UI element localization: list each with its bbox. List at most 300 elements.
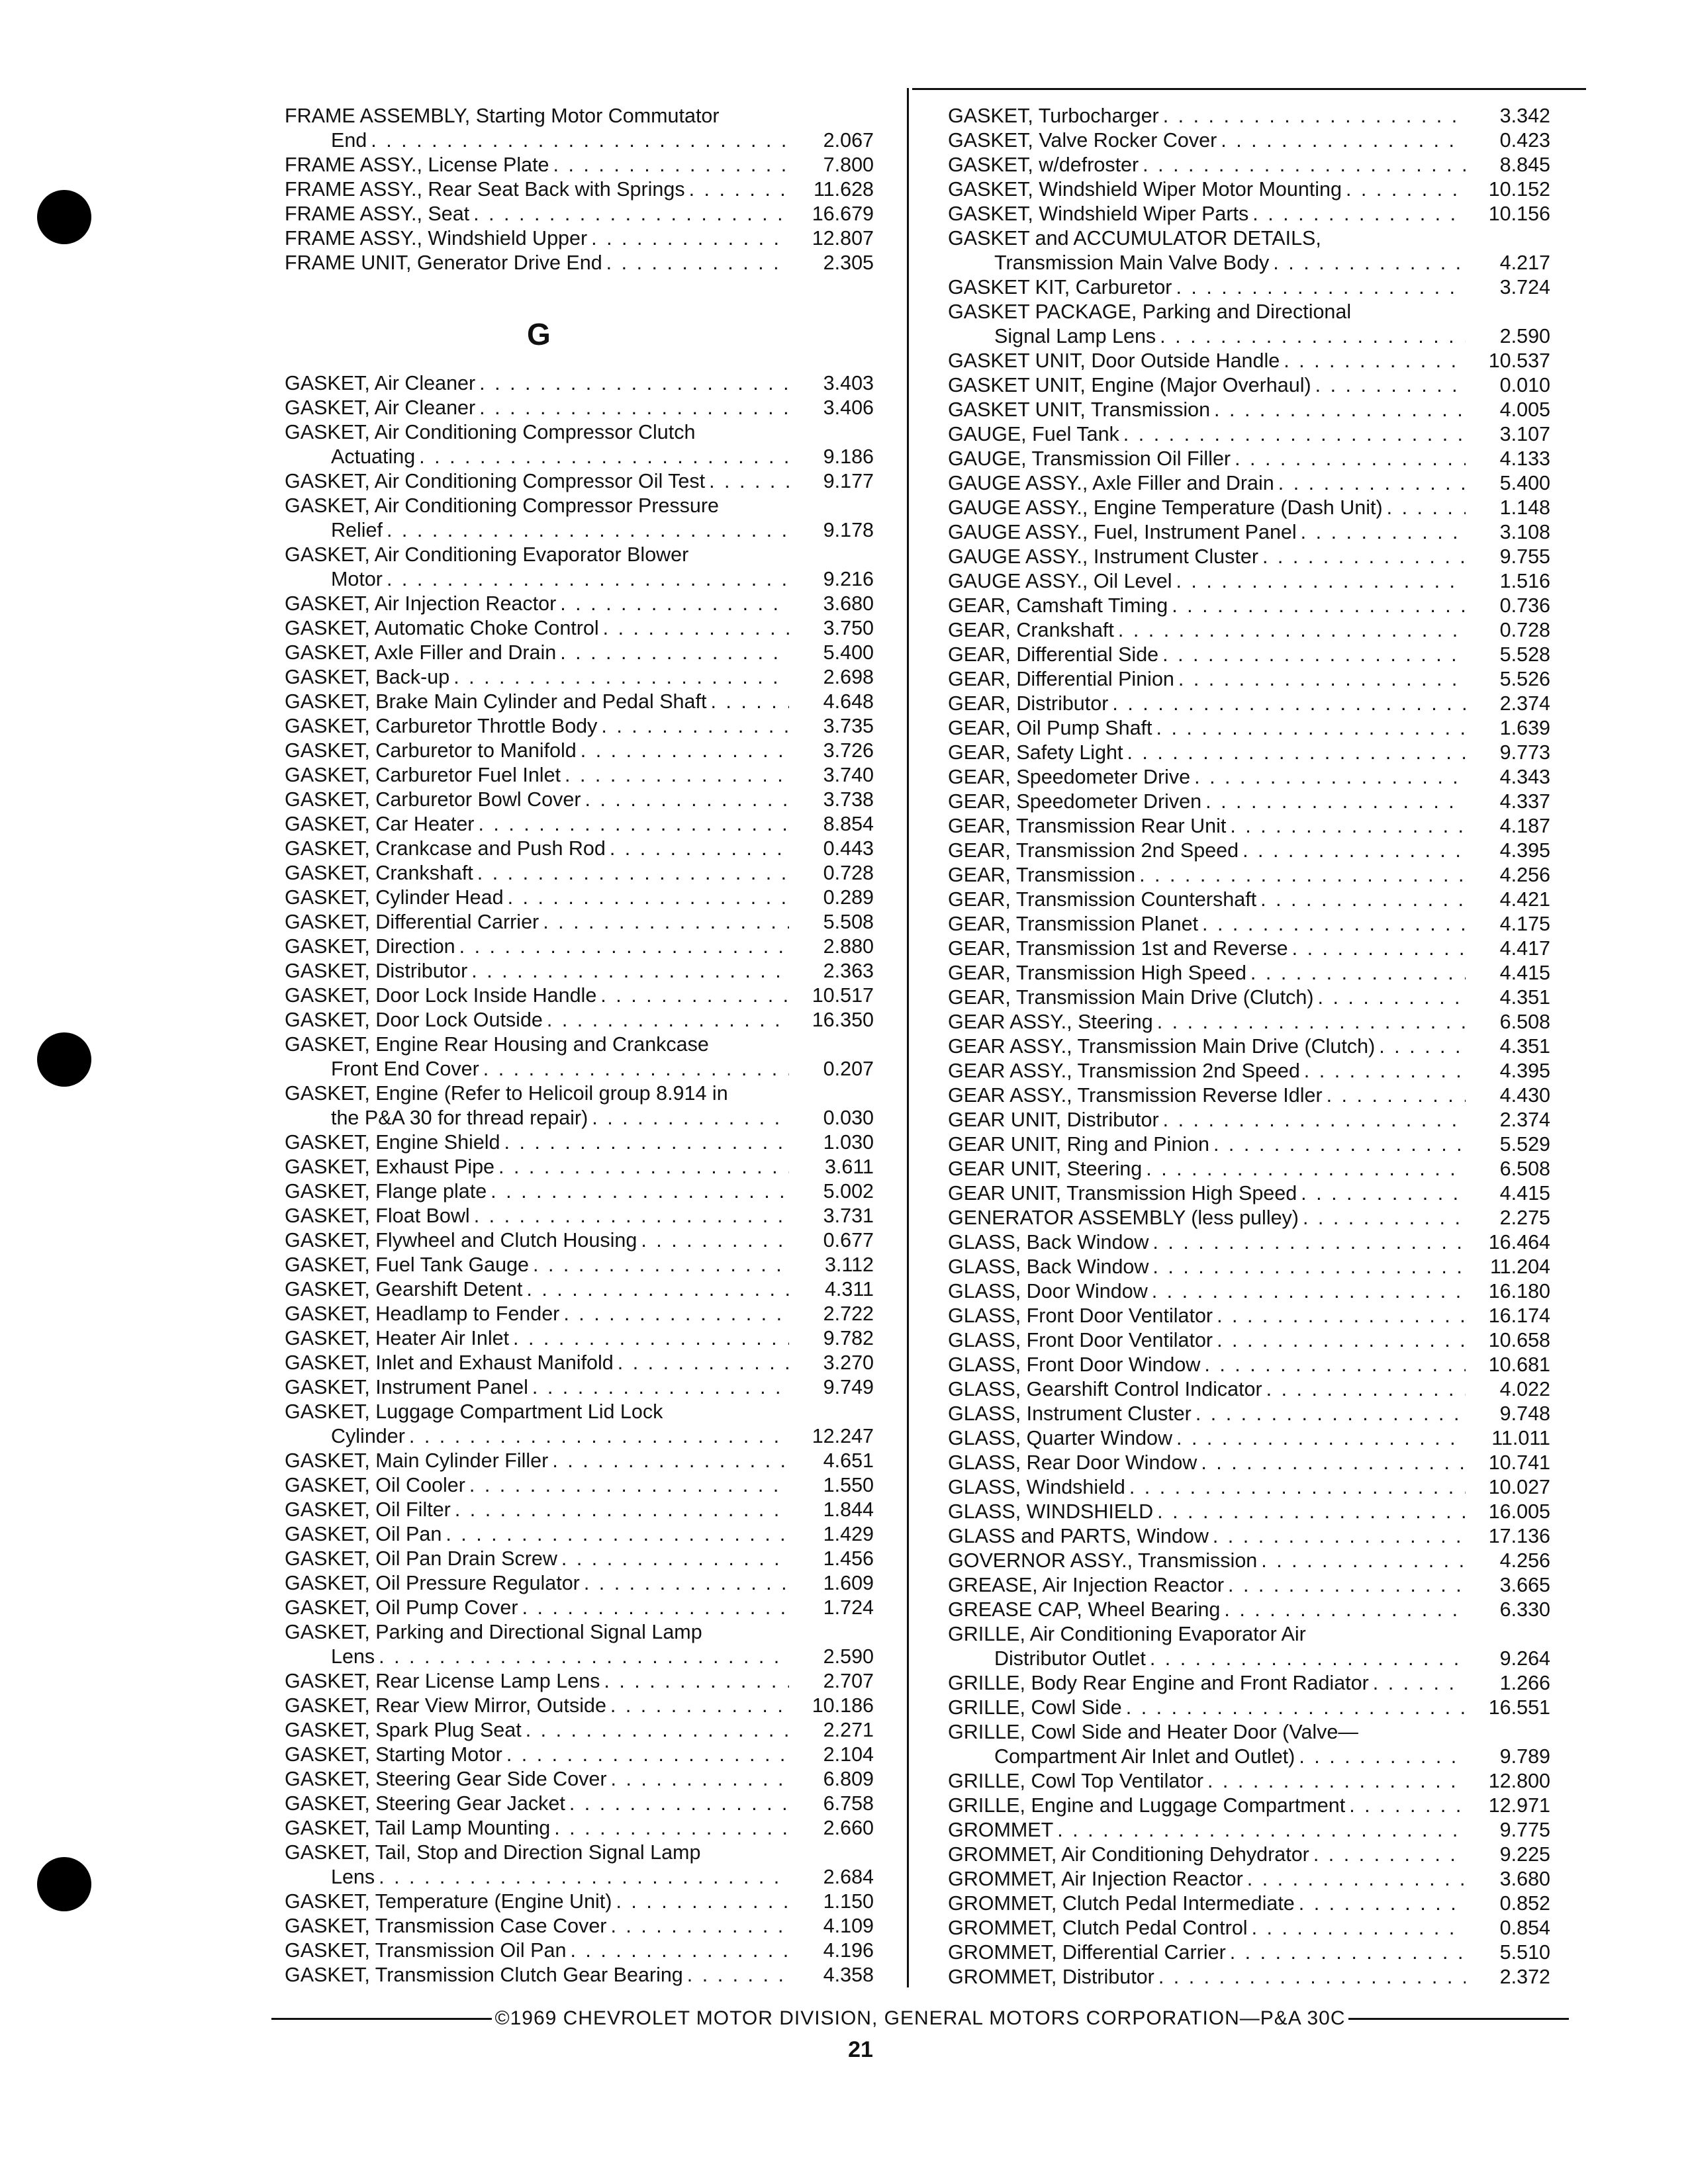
index-entry: [948, 1426, 1550, 1451]
leader-dots: [1057, 1818, 1466, 1843]
index-entry: [948, 936, 1550, 961]
index-entry: [948, 496, 1550, 520]
leader-dots: [1318, 985, 1466, 1010]
group-number: 3.108: [1499, 521, 1550, 543]
index-entry: [948, 1402, 1550, 1426]
entry-text: FRAME ASSY., Seat: [285, 203, 470, 225]
column-divider: [907, 88, 909, 1987]
index-entry: [285, 1841, 874, 1865]
index-entry: [285, 1596, 874, 1620]
index-entry: [948, 1500, 1550, 1524]
group-number: 4.351: [1499, 1035, 1550, 1058]
leader-dots: [1157, 1500, 1466, 1524]
entry-text: GLASS, Quarter Window: [948, 1427, 1173, 1449]
leader-dots: [469, 1473, 789, 1498]
group-number: 3.112: [824, 1253, 874, 1276]
entry-text: FRAME ASSY., Rear Seat Back with Springs: [285, 178, 685, 201]
index-entry: [948, 226, 1550, 251]
index-entry: [948, 1108, 1550, 1132]
index-entry: [285, 153, 874, 177]
leader-dots: [1152, 1255, 1466, 1279]
index-entry: [285, 1914, 874, 1938]
group-number: 3.750: [823, 617, 874, 639]
punch-hole-bottom: [37, 1857, 91, 1911]
leader-dots: [1224, 1598, 1466, 1622]
entry-text: GASKET, Parking and Directional Signal Lamp: [285, 1621, 702, 1643]
entry-text: GEAR, Differential Pinion: [948, 668, 1174, 690]
index-entry: [948, 887, 1550, 912]
index-entry: [285, 469, 874, 494]
leader-dots: [687, 1963, 789, 1987]
index-entry: [948, 153, 1550, 177]
index-entry: [948, 1230, 1550, 1255]
leader-dots: [560, 641, 789, 665]
index-entry: [285, 202, 874, 226]
group-number: 4.358: [823, 1964, 874, 1986]
entry-text: GASKET, Door Lock Outside: [285, 1009, 543, 1031]
leader-dots: [522, 1596, 789, 1620]
index-entry: [948, 1157, 1550, 1181]
leader-dots: [1207, 1769, 1466, 1794]
entry-text: GLASS and PARTS, Window: [948, 1525, 1209, 1547]
entry-text: GEAR, Crankshaft: [948, 619, 1114, 641]
index-entry: [948, 1181, 1550, 1206]
group-number: 9.749: [823, 1376, 874, 1398]
punch-hole-top: [37, 190, 91, 244]
index-entry: [948, 643, 1550, 667]
entry-text: GASKET UNIT, Engine (Major Overhaul): [948, 374, 1311, 396]
entry-text: GASKET, Rear View Mirror, Outside: [285, 1694, 606, 1717]
entry-text: GEAR, Differential Side: [948, 643, 1159, 666]
group-number: 6.508: [1499, 1011, 1550, 1033]
entry-text: GASKET, Back-up: [285, 666, 450, 688]
entry-text: GASKET, Distributor: [285, 960, 468, 982]
entry-text: GREASE, Air Injection Reactor: [948, 1574, 1225, 1596]
leader-dots: [565, 763, 789, 788]
index-entry: [948, 1010, 1550, 1034]
leader-dots: [1387, 496, 1466, 520]
index-entry: [285, 1204, 874, 1228]
top-rule: [912, 88, 1586, 90]
group-number: 10.186: [812, 1694, 874, 1717]
group-number: 4.005: [1499, 398, 1550, 421]
group-number: 10.537: [1488, 349, 1550, 372]
leader-dots: [1176, 569, 1466, 594]
index-entry: [285, 910, 874, 934]
index-entry: [285, 714, 874, 739]
group-number: 2.590: [823, 1645, 874, 1668]
leader-dots: [570, 1938, 789, 1963]
leader-dots: [610, 1914, 789, 1938]
leader-dots: [491, 1179, 789, 1204]
index-entry: [948, 300, 1550, 324]
entry-text: GASKET, Engine Rear Housing and Crankcase: [285, 1033, 709, 1056]
index-entry: [285, 812, 874, 837]
leader-dots: [1292, 936, 1466, 961]
entry-text: GASKET, Air Conditioning Compressor Pressure: [285, 494, 720, 517]
group-number: 4.022: [1499, 1378, 1550, 1400]
index-entry: [948, 1059, 1550, 1083]
group-number: 5.510: [1499, 1941, 1550, 1964]
entry-text: GASKET, Oil Pan: [285, 1523, 442, 1545]
leader-dots: [1266, 1377, 1466, 1402]
entry-text: GAUGE, Fuel Tank: [948, 423, 1119, 445]
index-entry: [948, 863, 1550, 887]
group-number: 7.800: [823, 154, 874, 176]
leader-dots: [1346, 177, 1466, 202]
index-entry: [948, 692, 1550, 716]
group-number: 2.271: [823, 1719, 874, 1741]
index-entry: [285, 1694, 874, 1718]
entry-text: GEAR, Distributor: [948, 692, 1109, 715]
index-entry: [948, 373, 1550, 398]
leader-dots: [1201, 1451, 1466, 1475]
index-entry: [948, 1965, 1550, 1989]
index-entry: [285, 959, 874, 983]
index-entry: [948, 1549, 1550, 1573]
entry-text: GASKET, Carburetor Throttle Body: [285, 715, 598, 737]
group-number: 6.758: [823, 1792, 874, 1815]
leader-dots: [1273, 251, 1466, 275]
group-number: 10.152: [1488, 178, 1550, 201]
entry-text: GASKET, Float Bowl: [285, 1205, 470, 1227]
entry-text: GASKET, Temperature (Engine Unit): [285, 1890, 612, 1913]
entry-text: GASKET, Oil Pump Cover: [285, 1596, 518, 1619]
group-number: 0.443: [823, 837, 874, 860]
leader-dots: [1172, 594, 1466, 618]
leader-dots: [1250, 961, 1466, 985]
index-entry: [285, 1351, 874, 1375]
entry-text: GASKET, Steering Gear Jacket: [285, 1792, 565, 1815]
index-entry: [285, 1865, 874, 1889]
entry-text: GASKET, Cylinder Head: [285, 886, 504, 909]
index-entry: [285, 861, 874, 886]
entry-text: GEAR ASSY., Steering: [948, 1011, 1153, 1033]
entry-text: GASKET UNIT, Door Outside Handle: [948, 349, 1280, 372]
index-entry: [285, 1792, 874, 1816]
entry-text: GEAR ASSY., Transmission Reverse Idler: [948, 1084, 1323, 1107]
index-entry: [948, 912, 1550, 936]
group-number: 9.748: [1499, 1402, 1550, 1425]
leader-dots: [604, 1669, 789, 1694]
index-entry: [285, 592, 874, 616]
leader-dots: [1139, 863, 1466, 887]
entry-text: GASKET, Flywheel and Clutch Housing: [285, 1229, 637, 1251]
index-entry: [948, 1598, 1550, 1622]
index-entry: [948, 1353, 1550, 1377]
index-list-right: [948, 104, 1550, 1989]
entry-text: GASKET, Windshield Wiper Parts: [948, 203, 1249, 225]
leader-dots: [478, 812, 789, 837]
entry-text: GASKET, Door Lock Inside Handle: [285, 984, 597, 1007]
index-list-frame: [285, 104, 874, 275]
entry-text: GASKET, Headlamp to Fender: [285, 1302, 560, 1325]
group-number: 9.773: [1499, 741, 1550, 764]
leader-dots: [1202, 912, 1466, 936]
group-number: 2.722: [823, 1302, 874, 1325]
leader-dots: [1162, 643, 1466, 667]
leader-dots: [459, 934, 789, 959]
entry-text: GLASS, Gearshift Control Indicator: [948, 1378, 1262, 1400]
entry-text: GASKET, Exhaust Pipe: [285, 1156, 495, 1178]
leader-dots: [453, 665, 789, 690]
group-number: 4.175: [1499, 913, 1550, 935]
entry-text: GROMMET, Differential Carrier: [948, 1941, 1226, 1964]
group-number: 0.854: [1499, 1917, 1550, 1939]
entry-text: GROMMET, Clutch Pedal Control: [948, 1917, 1248, 1939]
group-number: 3.403: [823, 372, 874, 394]
entry-text: GASKET, Air Conditioning Evaporator Blower: [285, 543, 689, 566]
group-number: 2.104: [823, 1743, 874, 1766]
entry-text: GLASS, Front Door Window: [948, 1353, 1201, 1376]
entry-text: GEAR, Speedometer Driven: [948, 790, 1202, 813]
index-entry: [285, 739, 874, 763]
group-number: 10.156: [1488, 203, 1550, 225]
index-entry: [285, 1400, 874, 1424]
entry-text: GEAR UNIT, Steering: [948, 1158, 1143, 1180]
entry-text: FRAME UNIT, Generator Drive End: [285, 251, 602, 274]
group-number: 4.421: [1499, 888, 1550, 911]
leader-dots: [1379, 1034, 1466, 1059]
index-entry: [285, 251, 874, 275]
leader-dots: [1214, 398, 1466, 422]
entry-text: GRILLE, Cowl Top Ventilator: [948, 1770, 1203, 1792]
index-entry: [948, 1304, 1550, 1328]
group-number: 5.526: [1499, 668, 1550, 690]
leader-dots: [1313, 1843, 1466, 1867]
entry-text: GRILLE, Body Rear Engine and Front Radiator: [948, 1672, 1369, 1694]
leader-dots: [1327, 1083, 1466, 1108]
entry-text: GASKET, Air Injection Reactor: [285, 592, 557, 615]
group-number: 4.256: [1499, 1549, 1550, 1572]
leader-dots: [1129, 1475, 1466, 1500]
leader-dots: [1157, 1010, 1466, 1034]
group-number: 9.775: [1499, 1819, 1550, 1841]
group-number: 3.270: [823, 1351, 874, 1374]
leader-dots: [552, 1449, 789, 1473]
group-number: 1.639: [1499, 717, 1550, 739]
index-entry: [948, 1818, 1550, 1843]
leader-dots: [543, 910, 789, 934]
entry-text: GEAR, Transmission Rear Unit: [948, 815, 1227, 837]
entry-text: GASKET KIT, Carburetor: [948, 276, 1172, 298]
leader-dots: [471, 959, 789, 983]
index-entry: [948, 1867, 1550, 1891]
page-number: 21: [848, 2037, 873, 2062]
index-entry: [948, 1745, 1550, 1769]
index-entry: [948, 1377, 1550, 1402]
group-number: 12.800: [1488, 1770, 1550, 1792]
group-number: 3.611: [824, 1156, 874, 1178]
index-entry: [285, 1253, 874, 1277]
entry-text: Relief: [331, 519, 383, 541]
leader-dots: [1299, 1891, 1466, 1916]
leader-dots: [561, 1547, 789, 1571]
entry-text: GEAR, Transmission Main Drive (Clutch): [948, 986, 1314, 1009]
leader-dots: [1112, 692, 1466, 716]
index-entry: [948, 1622, 1550, 1647]
leader-dots: [1213, 1132, 1466, 1157]
index-entry: [285, 1130, 874, 1155]
group-number: 3.680: [1499, 1868, 1550, 1890]
group-number: 3.724: [1499, 276, 1550, 298]
leader-dots: [1262, 545, 1466, 569]
index-entry: [285, 886, 874, 910]
leader-dots: [1176, 275, 1466, 300]
leader-dots: [1217, 1328, 1466, 1353]
leader-dots: [379, 1645, 789, 1669]
index-entry: [285, 1669, 874, 1694]
leader-dots: [1301, 520, 1466, 545]
entry-text: GAUGE, Transmission Oil Filler: [948, 447, 1231, 470]
index-entry: [948, 1279, 1550, 1304]
group-number: 2.880: [823, 935, 874, 958]
group-number: 12.247: [812, 1425, 874, 1447]
leader-dots: [1156, 716, 1466, 741]
entry-text: GASKET, Starting Motor: [285, 1743, 502, 1766]
leader-dots: [379, 1865, 789, 1889]
group-number: 10.681: [1488, 1353, 1550, 1376]
leader-dots: [1315, 373, 1466, 398]
leader-dots: [1160, 324, 1466, 349]
group-number: 0.030: [823, 1107, 874, 1129]
group-number: 3.731: [823, 1205, 874, 1227]
index-entry: [285, 226, 874, 251]
leader-dots: [569, 1792, 789, 1816]
entry-text: GEAR UNIT, Ring and Pinion: [948, 1133, 1209, 1156]
index-entry: [948, 569, 1550, 594]
group-number: 4.187: [1499, 815, 1550, 837]
entry-text: GASKET and ACCUMULATOR DETAILS,: [948, 227, 1321, 250]
entry-text: GASKET, Engine Shield: [285, 1131, 500, 1154]
leader-dots: [533, 1253, 789, 1277]
entry-text: GASKET, Turbocharger: [948, 105, 1159, 127]
entry-text: GEAR UNIT, Distributor: [948, 1109, 1159, 1131]
leader-dots: [1301, 1181, 1466, 1206]
group-number: 5.400: [1499, 472, 1550, 494]
leader-dots: [553, 153, 789, 177]
entry-text: GLASS, Door Window: [948, 1280, 1148, 1302]
index-entry: [285, 1547, 874, 1571]
index-entry: [948, 765, 1550, 790]
group-number: 3.680: [823, 592, 874, 615]
entry-text: GASKET, Spark Plug Seat: [285, 1719, 522, 1741]
group-number: 10.741: [1488, 1451, 1550, 1474]
leader-dots: [1217, 1304, 1466, 1328]
entry-text: FRAME ASSEMBLY, Starting Motor Commutator: [285, 105, 720, 127]
entry-text: GASKET, Luggage Compartment Lid Lock: [285, 1400, 663, 1423]
group-number: 4.133: [1499, 447, 1550, 470]
entry-text: GASKET, Oil Filter: [285, 1498, 451, 1521]
leader-dots: [616, 1889, 789, 1914]
leader-dots: [547, 1008, 789, 1032]
leader-dots: [371, 128, 789, 153]
index-entry: [948, 1843, 1550, 1867]
index-entry: [285, 1375, 874, 1400]
group-number: 1.148: [1499, 496, 1550, 519]
group-number: 4.417: [1499, 937, 1550, 960]
group-number: 4.196: [823, 1939, 874, 1962]
leader-dots: [477, 861, 789, 886]
leader-dots: [508, 886, 789, 910]
group-number: 2.067: [823, 129, 874, 152]
index-entry: [285, 1620, 874, 1645]
group-number: 4.256: [1499, 864, 1550, 886]
entry-text: GASKET, Heater Air Inlet: [285, 1327, 510, 1349]
footer-rule-right: [1348, 2018, 1569, 2020]
group-number: 4.337: [1499, 790, 1550, 813]
group-number: 9.216: [823, 568, 874, 590]
group-number: 16.174: [1488, 1304, 1550, 1327]
index-entry: [285, 1277, 874, 1302]
index-entry: [285, 1963, 874, 1987]
leader-dots: [479, 396, 789, 420]
entry-text: GASKET, Steering Gear Side Cover: [285, 1768, 607, 1790]
group-number: 3.740: [823, 764, 874, 786]
group-number: 11.011: [1491, 1427, 1550, 1449]
index-entry: [948, 1451, 1550, 1475]
leader-dots: [1278, 471, 1466, 496]
group-number: 0.728: [823, 862, 874, 884]
group-number: 10.517: [812, 984, 874, 1007]
index-entry: [285, 1179, 874, 1204]
group-number: 9.789: [1499, 1745, 1550, 1768]
leader-dots: [1252, 1916, 1466, 1940]
group-number: 2.374: [1499, 692, 1550, 715]
entry-text: GAUGE ASSY., Instrument Cluster: [948, 545, 1258, 568]
leader-dots: [1143, 153, 1466, 177]
group-number: 16.350: [812, 1009, 874, 1031]
group-number: 1.516: [1499, 570, 1550, 592]
index-entry: [948, 839, 1550, 863]
group-number: 5.002: [823, 1180, 874, 1203]
group-number: 3.738: [823, 788, 874, 811]
entry-text: Lens: [331, 1645, 375, 1668]
index-entry: [285, 1228, 874, 1253]
group-number: 4.648: [823, 690, 874, 713]
leader-dots: [419, 445, 789, 469]
entry-text: GASKET, Differential Carrier: [285, 911, 539, 933]
entry-text: GASKET, Gearshift Detent: [285, 1278, 523, 1300]
entry-text: Actuating: [331, 445, 416, 468]
entry-text: GASKET, Windshield Wiper Motor Mounting: [948, 178, 1342, 201]
leader-dots: [387, 518, 789, 543]
leader-dots: [689, 177, 789, 202]
leader-dots: [584, 1571, 789, 1596]
leader-dots: [1127, 741, 1466, 765]
entry-text: FRAME ASSY., Windshield Upper: [285, 227, 588, 250]
entry-text: GASKET, Direction: [285, 935, 455, 958]
entry-text: GASKET, Crankcase and Push Rod: [285, 837, 606, 860]
index-entry: [285, 1302, 874, 1326]
group-number: 0.207: [823, 1058, 874, 1080]
entry-text: GASKET, Transmission Clutch Gear Bearing: [285, 1964, 683, 1986]
group-number: 2.363: [823, 960, 874, 982]
index-entry: [285, 494, 874, 518]
entry-text: GROMMET, Clutch Pedal Intermediate: [948, 1892, 1295, 1915]
index-entry: [285, 983, 874, 1008]
entry-text: GASKET, w/defroster: [948, 154, 1139, 176]
index-entry: [285, 543, 874, 567]
leader-dots: [409, 1424, 789, 1449]
entry-text: GAUGE ASSY., Fuel, Instrument Panel: [948, 521, 1297, 543]
index-entry: [285, 445, 874, 469]
group-number: 10.658: [1488, 1329, 1550, 1351]
index-entry: [948, 104, 1550, 128]
index-entry: [948, 741, 1550, 765]
group-number: 8.854: [823, 813, 874, 835]
leader-dots: [445, 1522, 789, 1547]
